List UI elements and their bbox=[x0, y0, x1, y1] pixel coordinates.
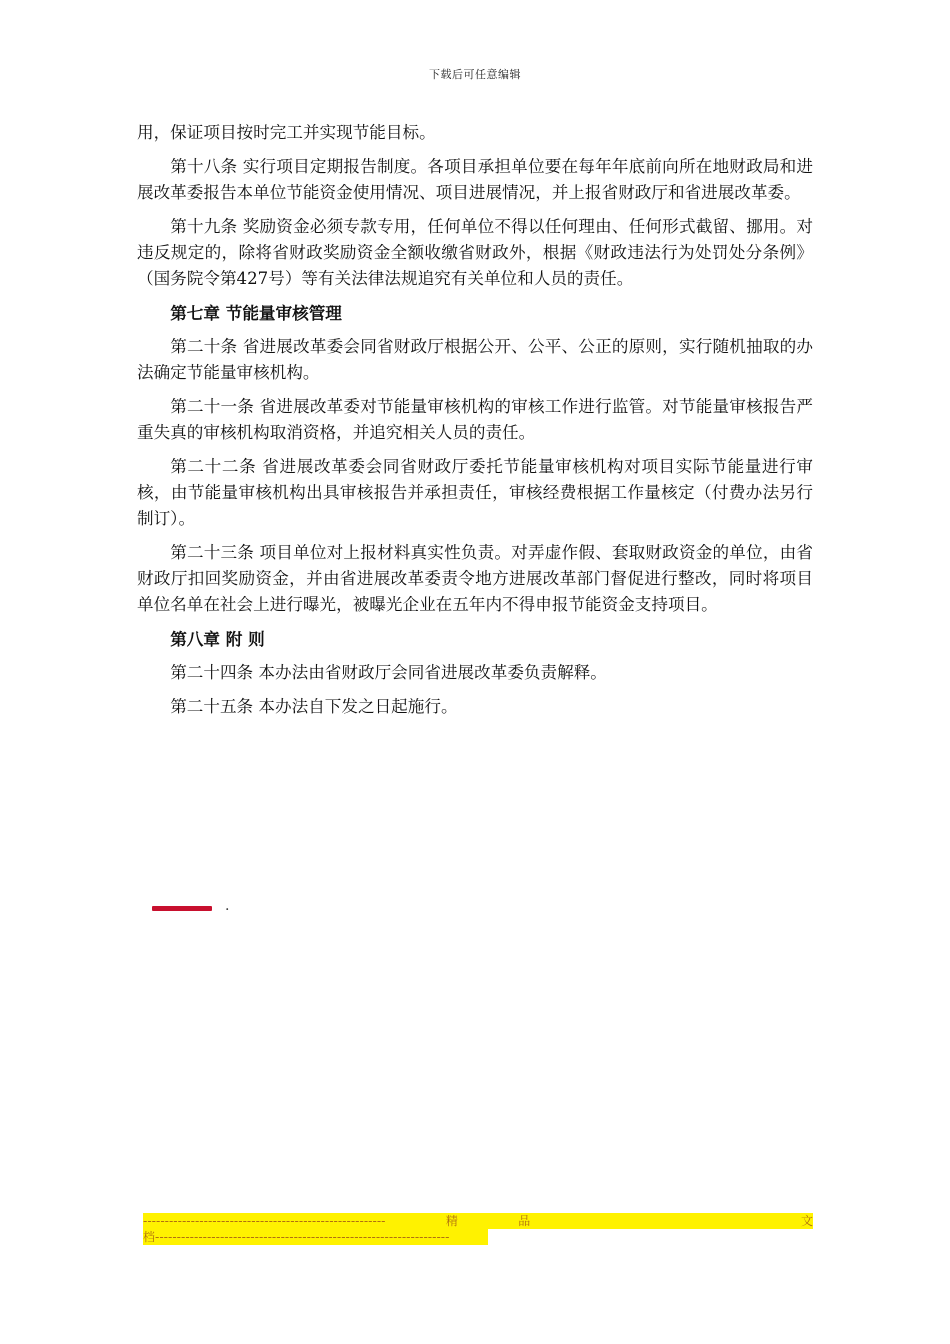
footer-dashes: -------------------------------------------------------------------- bbox=[155, 1230, 450, 1244]
footer-word: 文 bbox=[800, 1214, 813, 1228]
chapter-8-heading: 第八章 附 则 bbox=[170, 629, 265, 649]
article-23: 第二十三条 项目单位对上报材料真实性负责。对弄虚作假、套取财政资金的单位，由省财政厅扣回奖励资金，并由省进展改革委责令地方进展改革部门督促进行整改，同时将项目单位名单在社会上进行曝光，被曝光企业在五年内不得申报节能资金支持项目。 bbox=[137, 543, 813, 614]
footer-watermark bbox=[143, 1213, 813, 1245]
footer-word: 精 bbox=[445, 1214, 458, 1228]
article-25: 第二十五条 本办法自下发之日起施行。 bbox=[170, 697, 458, 716]
page-header: 下载后可任意编辑 bbox=[429, 68, 521, 81]
footer-word: 品 bbox=[518, 1214, 531, 1228]
footer-line-2 bbox=[143, 1229, 488, 1245]
document-body bbox=[137, 120, 813, 728]
article-19: 第十九条 奖励资金必须专款专用，任何单位不得以任何理由、任何形式截留、挪用。对违反规定的，除将省财政奖励资金全额收缴省财政外，根据《财政违法行为处罚处分条例》（国务院令第427号）等有关法律法规追究有关单位和人员的责任。 bbox=[137, 217, 813, 288]
article-22: 第二十二条 省进展改革委会同省财政厅委托节能量审核机构对项目实际节能量进行审核，由节能量审核机构出具审核报告并承担责任，审核经费根据工作量核定（付费办法另行制订）。 bbox=[137, 457, 813, 528]
paragraph-continuation: 用，保证项目按时完工并实现节能目标。 bbox=[137, 123, 436, 142]
dot-mark: . bbox=[225, 898, 230, 914]
article-20: 第二十条 省进展改革委会同省财政厅根据公开、公平、公正的原则，实行随机抽取的办法确定节能量审核机构。 bbox=[137, 337, 813, 382]
article-21: 第二十一条 省进展改革委对节能量审核机构的审核工作进行监管。对节能量审核报告严重失真的审核机构取消资格，并追究相关人员的责任。 bbox=[137, 397, 813, 442]
article-18: 第十八条 实行项目定期报告制度。各项目承担单位要在每年年底前向所在地财政局和进展改革委报告本单位节能资金使用情况、项目进展情况，并上报省财政厅和省进展改革委。 bbox=[137, 157, 813, 202]
footer-dashes: -------------------------------------------------------- bbox=[143, 1214, 386, 1228]
footer-word: 档 bbox=[143, 1230, 156, 1244]
article-24: 第二十四条 本办法由省财政厅会同省进展改革委负责解释。 bbox=[170, 663, 607, 682]
chapter-7-heading: 第七章 节能量审核管理 bbox=[170, 303, 342, 323]
footer-line-1 bbox=[143, 1213, 813, 1229]
red-decorative-bar bbox=[152, 906, 212, 911]
